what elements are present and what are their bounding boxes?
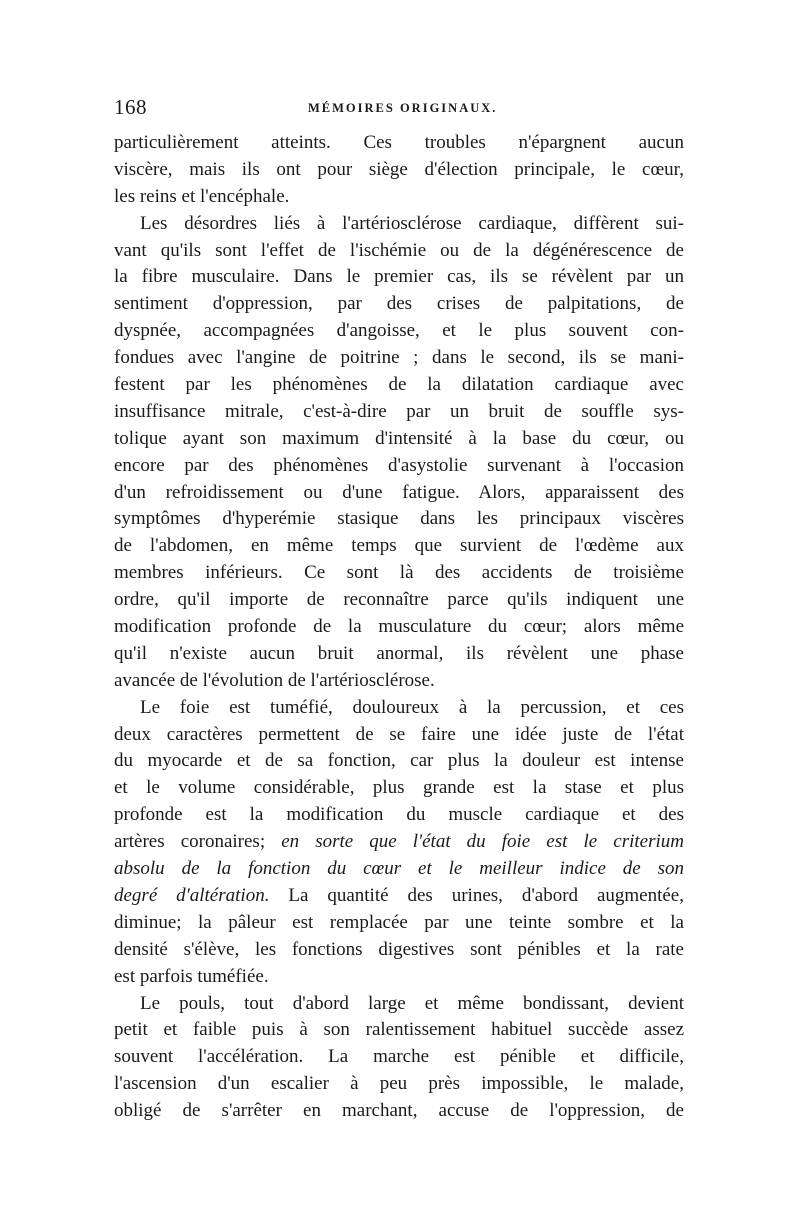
text-line: encore par des phénomènes d'asystolie survenant à l'occasion	[114, 454, 684, 476]
text-line: obligé de s'arrêter en marchant, accuse de l'oppression, de	[114, 1100, 684, 1122]
page-number: 168	[114, 95, 147, 119]
text-line: dyspnée, accompagnées d'angoisse, et le plus souvent con-	[114, 320, 684, 342]
text-line: sentiment d'oppression, par des crises de palpitations, de	[114, 293, 684, 315]
text-line: qu'il n'existe aucun bruit anormal, ils révèlent une phase	[114, 642, 684, 664]
running-title: MÉMOIRES ORIGINAUX.	[308, 101, 498, 115]
italic-segment: en sorte que l'état du foie est le criterium	[281, 831, 684, 853]
text-line-italic-mixed	[114, 856, 684, 883]
text-line: ordre, qu'il importe de reconnaître parce qu'ils indiquent une	[114, 589, 684, 611]
text-line: l'ascension d'un escalier à peu près impossible, le malade,	[114, 1073, 684, 1095]
text-line: membres inférieurs. Ce sont là des accidents de troisième	[114, 562, 684, 584]
text-line: et le volume considérable, plus grande est la stase et plus	[114, 777, 684, 799]
text-line: est parfois tuméfiée.	[114, 965, 269, 987]
text-line: densité s'élève, les fonctions digestives sont pénibles et la rate	[114, 938, 684, 960]
text-line: les reins et l'encéphale.	[114, 185, 290, 207]
text-line: profonde est la modification du muscle cardiaque et des	[114, 804, 684, 826]
running-head	[114, 92, 684, 122]
text-line: viscère, mais ils ont pour siège d'élection principale, le cœur,	[114, 158, 684, 180]
text-line: diminue; la pâleur est remplacée par une teinte sombre et la	[114, 911, 684, 933]
text-line: Le foie est tuméfié, douloureux à la percussion, et ces	[140, 696, 684, 718]
text-line: insuffisance mitrale, c'est-à-dire par un bruit de souffle sys-	[114, 400, 684, 422]
text-line: souvent l'accélération. La marche est pénible et difficile,	[114, 1046, 684, 1068]
text-line: fondues avec l'angine de poitrine ; dans le second, ils se mani-	[114, 347, 684, 369]
text-line: la fibre musculaire. Dans le premier cas, ils se révèlent par un	[114, 266, 684, 288]
text-line: tolique ayant son maximum d'intensité à la base du cœur, ou	[114, 427, 684, 449]
text-line: particulièrement atteints. Ces troubles n'épargnent aucun	[114, 132, 684, 153]
text-line: du myocarde et de sa fonction, car plus la douleur est intense	[114, 750, 684, 772]
text-line: deux caractères permettent de se faire une idée juste de l'état	[114, 723, 684, 745]
text-line: petit et faible puis à son ralentissement habituel succède assez	[114, 1019, 684, 1041]
text-line: avancée de l'évolution de l'artériosclérose.	[114, 669, 435, 691]
text-line-italic-mixed	[114, 829, 684, 856]
text-line: Le pouls, tout d'abord large et même bondissant, devient	[140, 992, 684, 1014]
roman-segment: artères coronaires;	[114, 831, 282, 853]
text-line: symptômes d'hyperémie stasique dans les principaux viscères	[114, 508, 684, 530]
text-line: vant qu'ils sont l'effet de l'ischémie ou de la dégénérescence de	[114, 239, 684, 261]
text-line: Les désordres liés à l'artériosclérose cardiaque, diffèrent sui-	[140, 212, 684, 234]
text-line: d'un refroidissement ou d'une fatigue. Alors, apparaissent des	[114, 481, 684, 503]
italic-segment: degré d'altération.	[114, 884, 270, 906]
text-line: modification profonde de la musculature du cœur; alors même	[114, 616, 684, 638]
body-text	[114, 130, 684, 1125]
italic-segment: absolu de la fonction du cœur et le meilleur indice de son	[114, 858, 684, 880]
text-line: de l'abdomen, en même temps que survient de l'œdème aux	[114, 535, 684, 557]
text-line: festent par les phénomènes de la dilatation cardiaque avec	[114, 374, 684, 396]
text-line-italic-mixed	[114, 883, 684, 910]
roman-segment: La quantité des urines, d'abord augmentée,	[269, 884, 684, 906]
